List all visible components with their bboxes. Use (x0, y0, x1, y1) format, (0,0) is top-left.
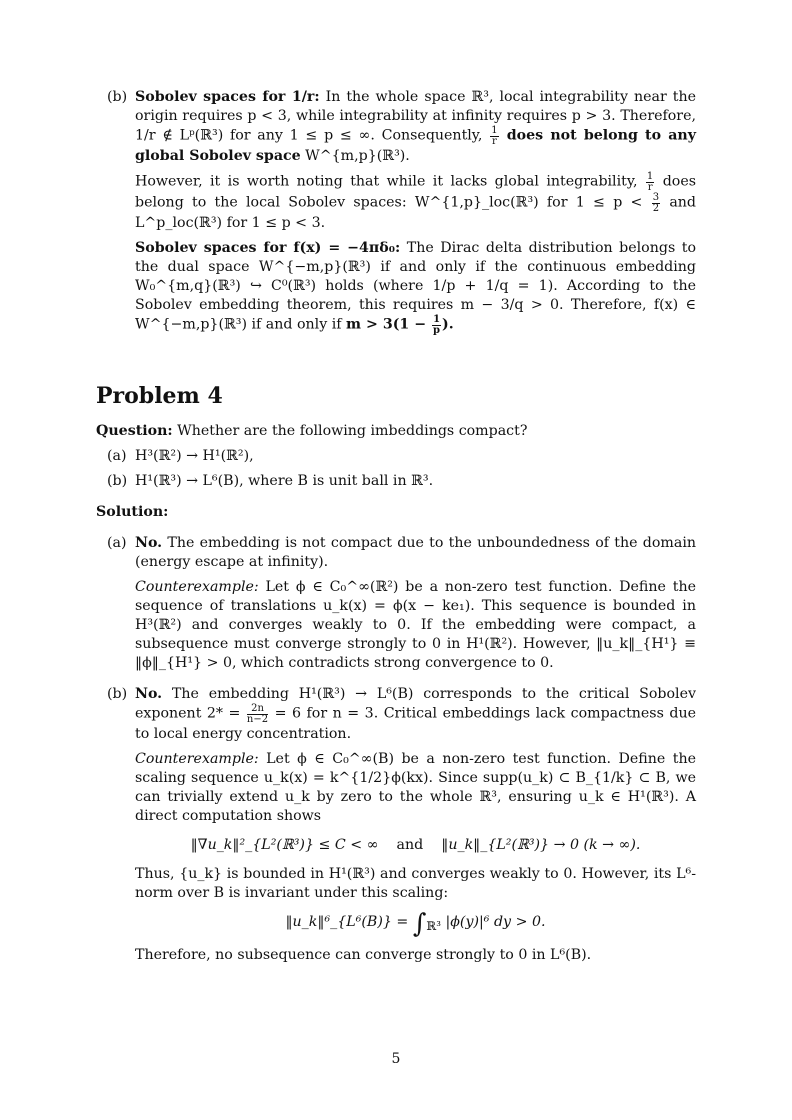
question-item-text: H³(ℝ²) → H¹(ℝ²), (135, 448, 254, 464)
delta-heading: Sobolev spaces for f(x) = −4πδ₀: (135, 240, 401, 256)
question-line (96, 422, 696, 441)
delta-conclusion: m > 3(1 − (346, 316, 432, 333)
solution-b-final: Therefore, no subsequence can converge strongly to 0 in L⁶(B). (135, 946, 592, 963)
sobolev-1r-text: In the whole space ℝ³, local integrability near the origin requires p < 3, while integrability at infinity requires p > 3. Therefore, 1/r ∉ Lᵖ(ℝ³) for any 1 ≤ p ≤ ∞. Consequently, (135, 89, 696, 144)
counterexample-label: Counterexample: (135, 579, 259, 595)
counterexample-label: Counterexample: (135, 751, 259, 767)
fraction-numerator: 3 (652, 192, 660, 203)
equation-right: ‖u_k‖_{L²(ℝ³)} → 0 (k → ∞). (441, 837, 641, 853)
solution-b-text-b: = 6 for n = 3. Critical embeddings lack compactness due to local energy concentration. (135, 705, 696, 742)
equation-and: and (396, 837, 424, 853)
page-body (96, 88, 696, 965)
sobolev-1r-item (96, 88, 696, 336)
counterexample-a (135, 578, 696, 673)
item-label: (b) (107, 686, 128, 702)
delta-close: ). (442, 316, 454, 333)
question-item-a (96, 447, 696, 466)
delta-text: The Dirac delta distribution belongs to the dual space W^{−m,p}(ℝ³) if and only if the continuous embedding W₀^{m,q}(ℝ³) ↪ C⁰(ℝ³) holds (where 1/p + 1/q = 1). According to the Sobolev embedding theorem, this requires m − 3/q > 0. Therefore, f(x) ∈ W^{−m,p}(ℝ³) if and only if (135, 240, 696, 333)
page-number: 5 (391, 1051, 401, 1067)
solution-b-paragraph (135, 685, 696, 744)
note-text-b: does belong to the local Sobolev spaces: W^{1,p}_loc(ℝ³) for 1 ≤ p < (135, 173, 697, 211)
question-label: Question: (96, 423, 173, 439)
display-equation-2 (135, 909, 696, 939)
answer: No. (135, 535, 163, 551)
fraction-numerator: 1 (433, 314, 441, 325)
equation-left: ‖∇u_k‖²_{L²(ℝ³)} ≤ C < ∞ (190, 837, 379, 853)
note-text-c: and L^p_loc(ℝ³) for 1 ≤ p < 3. (135, 194, 696, 231)
solution-b-text-a: The embedding H¹(ℝ³) → L⁶(B) corresponds to the critical Sobolev exponent 2* = (135, 686, 696, 722)
solution-item-a (96, 534, 696, 673)
question-item-text: H¹(ℝ³) → L⁶(B), where B is unit ball in ℝ³. (135, 473, 434, 489)
answer: No. (135, 686, 163, 702)
solution-a-text: The embedding is not compact due to the unboundedness of the domain (energy escape at infinity). (135, 535, 696, 570)
delta-paragraph (135, 239, 696, 336)
question-text: Whether are the following imbeddings compact? (172, 423, 528, 439)
question-item-b (96, 472, 696, 491)
sobolev-1r-conclusion-tail: W^{m,p}(ℝ³). (300, 148, 410, 164)
note-text-a: However, it is worth noting that while it lacks global integrability, (135, 173, 645, 190)
fraction (432, 315, 441, 336)
solution-item-b (96, 685, 696, 965)
fraction-denominator: p (433, 325, 441, 336)
sobolev-1r-heading: Sobolev spaces for 1/r: (135, 89, 320, 105)
solution-a-paragraph (135, 534, 696, 572)
fraction (646, 172, 654, 193)
fraction (490, 126, 498, 147)
integral-domain: ℝ³ (426, 918, 441, 933)
counterexample-text: Let ϕ ∈ C₀^∞(B) be a non-zero test function. Define the scaling sequence u_k(x) = k^{1/2}ϕ(kx). Since supp(u_k) ⊂ B_{1/k} ⊂ B, we can trivially extend u_k by zero to the whole ℝ³, ensuring u_k ∈ H¹(ℝ³). A direct computation shows (135, 751, 696, 824)
item-label: (b) (107, 89, 128, 105)
local-sobolev-note (135, 172, 696, 233)
fraction-denominator: r (647, 182, 653, 193)
counterexample-text: Let ϕ ∈ C₀^∞(ℝ²) be a non-zero test function. Define the sequence of translations u_k(x) = ϕ(x − ke₁). This sequence is bounded in H³(ℝ²) and converges weakly to 0. If the embedding were compact, a subsequence must converge strongly to 0 in H¹(ℝ²). However, ‖u_k‖_{H¹} ≡ ‖ϕ‖_{H¹} > 0, which contradicts strong convergence to 0. (135, 579, 696, 671)
display-equation-1 (135, 836, 696, 855)
item-label: (a) (107, 535, 127, 551)
fraction-numerator: 1 (491, 125, 498, 136)
integral-sign: ∫ (412, 909, 427, 939)
fraction-denominator: 2 (652, 203, 660, 214)
solution-label: Solution: (96, 504, 169, 520)
sobolev-1r-conclusion: does not belong to any global Sobolev space (135, 127, 696, 164)
counterexample-b (135, 750, 696, 826)
fraction-numerator: 2n (247, 704, 268, 715)
sobolev-1r-paragraph (135, 88, 696, 166)
fraction-numerator: 1 (646, 171, 654, 182)
item-label: (b) (107, 473, 128, 489)
fraction (247, 704, 268, 725)
problem-title: Problem 4 (96, 383, 223, 409)
equation-right: |ϕ(y)|⁶ dy > 0. (440, 914, 546, 930)
solution-b-after-text: Thus, {u_k} is bounded in H¹(ℝ³) and converges weakly to 0. However, its L⁶-norm over B is invariant under this scaling: (135, 866, 696, 901)
fraction-denominator: n−2 (246, 714, 269, 725)
item-label: (a) (107, 448, 127, 464)
fraction (652, 193, 660, 214)
fraction-denominator: r (492, 136, 497, 147)
equation-left: ‖u_k‖⁶_{L⁶(B)} = (285, 914, 413, 930)
